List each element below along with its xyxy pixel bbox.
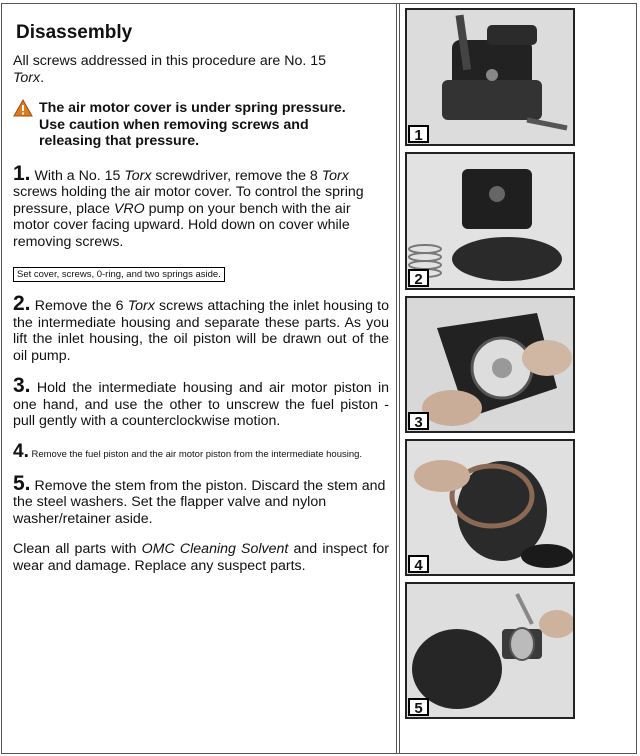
- step-text: Remove the 6: [34, 298, 128, 314]
- instructions-column: [13, 22, 389, 588]
- step-1: [13, 161, 389, 251]
- warning-line-2: Use caution when removing screws and: [39, 116, 309, 133]
- figure-1: [405, 8, 575, 146]
- step-3: [13, 374, 389, 430]
- closing-text: and inspect for wear and damage. Replace any suspect parts.: [13, 541, 390, 574]
- step-text: With a No. 15: [34, 167, 125, 184]
- step-text: pump on your bench with the air motor cover facing upward. Hold down on cover while removing screws.: [13, 200, 351, 250]
- warning-line-3: releasing that pressure.: [39, 133, 200, 149]
- figure-2-image: [407, 154, 573, 288]
- step-text: screwdriver, remove the 8: [151, 167, 322, 184]
- step-number: 5.: [13, 471, 31, 495]
- figure-4: [405, 439, 575, 576]
- figure-4-image: [407, 441, 573, 574]
- figure-5-label: 5: [408, 698, 429, 716]
- figure-2: [405, 152, 575, 290]
- intro-paragraph: [13, 53, 389, 86]
- step-text: screws attaching the inlet housing to the intermediate housing and separate these parts. As you lift the inlet housing, the oil piston will be drawn out of the oil pump.: [13, 298, 389, 364]
- step-italic: VRO: [113, 200, 145, 217]
- column-divider: [396, 3, 400, 754]
- section-heading: Disassembly: [16, 22, 133, 43]
- step-italic: Torx: [124, 167, 152, 184]
- step-number: 3.: [13, 374, 31, 397]
- figure-4-label: 4: [408, 555, 429, 573]
- step-text: Remove the fuel piston and the air motor piston from the intermediate housing.: [31, 448, 363, 460]
- note-box: Set cover, screws, 0-ring, and two springs aside.: [13, 267, 225, 282]
- closing-text: Clean all parts with: [13, 541, 142, 557]
- step-number: 1.: [13, 161, 31, 185]
- figure-3-label: 3: [408, 412, 429, 430]
- closing-italic: OMC Cleaning Solvent: [141, 541, 289, 557]
- step-4: [13, 440, 389, 462]
- figure-3: [405, 296, 575, 433]
- figure-1-label: 1: [408, 125, 429, 143]
- step-number: 2.: [13, 292, 31, 315]
- warning-text: [39, 100, 346, 150]
- figure-1-image: [407, 10, 573, 144]
- step-text: Remove the stem from the piston. Discard the stem and the steel washers. Set the flapper valve and nylon washer/retainer aside.: [13, 477, 386, 527]
- figure-2-label: 2: [408, 269, 429, 287]
- warning-icon: [13, 99, 33, 150]
- step-italic: Torx: [321, 167, 349, 184]
- closing-paragraph: [13, 541, 389, 574]
- figure-5-image: [407, 584, 573, 717]
- figure-5: [405, 582, 575, 719]
- intro-text: All screws addressed in this procedure are No. 15: [13, 53, 327, 69]
- step-text: Hold the intermediate housing and air motor piston in one hand, and use the other to unscrew the fuel piston - pull gently with a counterclockwise motion.: [13, 380, 389, 429]
- warning-block: [13, 100, 389, 150]
- intro-italic: Torx: [13, 69, 41, 86]
- intro-end: .: [40, 69, 45, 86]
- warning-line-1: The air motor cover is under spring pressure.: [39, 100, 346, 116]
- figure-3-image: [407, 298, 573, 431]
- step-text: screws holding the air motor cover. To control the spring pressure, place: [13, 184, 364, 217]
- step-number: 4.: [13, 440, 29, 462]
- step-5: [13, 471, 389, 528]
- step-2: [13, 292, 389, 364]
- step-italic: Torx: [127, 298, 155, 314]
